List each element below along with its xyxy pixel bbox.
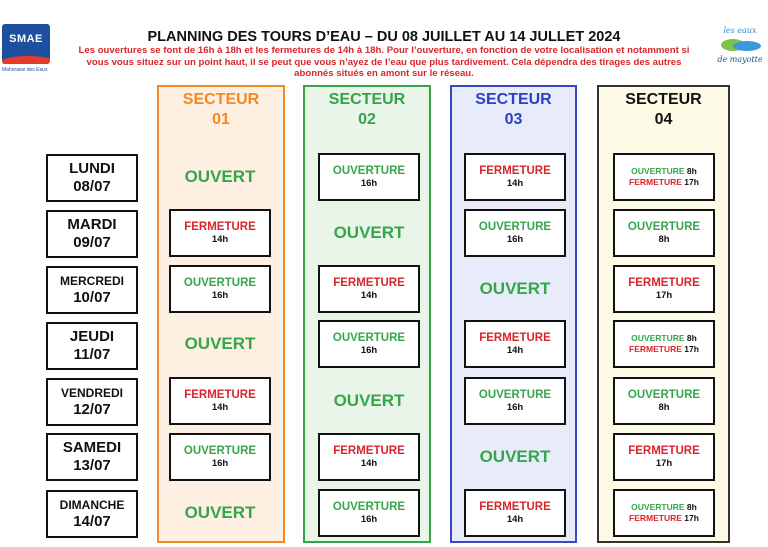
- cell-time: 17h: [655, 458, 673, 469]
- schedule-cell: [318, 320, 420, 368]
- schedule-cell: [464, 209, 566, 257]
- schedule-cell: [318, 265, 420, 313]
- island-icon: [717, 37, 763, 53]
- cell-time: 16h: [506, 402, 524, 413]
- day-name: JEUDI: [69, 328, 115, 345]
- cell-time: 14h: [506, 178, 524, 189]
- sector-number: 01: [212, 111, 230, 128]
- day-name: LUNDI: [69, 160, 115, 177]
- schedule-cell: [169, 433, 271, 481]
- schedule-cell: [464, 377, 566, 425]
- sector-label: SECTEUR: [475, 91, 552, 108]
- cell-action: FERMETURE: [479, 501, 551, 513]
- schedule-cell: [613, 265, 715, 313]
- day-date: 10/07: [73, 288, 111, 306]
- closing-time: FERMETURE 17h: [629, 513, 699, 523]
- schedule-cell: [169, 209, 271, 257]
- opening-time: OUVERTURE 8h: [631, 502, 697, 512]
- cell-action: OUVERTURE: [478, 389, 552, 401]
- cell-action: OUVERTURE: [332, 332, 406, 344]
- day-date: 09/07: [73, 234, 111, 251]
- closing-time: FERMETURE 17h: [629, 344, 699, 354]
- status-open: OUVERT: [184, 503, 256, 522]
- cell-time: 17h: [655, 290, 673, 301]
- day-name: MERCREDI: [59, 273, 124, 288]
- sector-03-header: [450, 90, 577, 130]
- day-label-jeudi: [46, 322, 138, 370]
- cell-action: OUVERTURE: [183, 277, 257, 289]
- day-name: DIMANCHE: [59, 497, 125, 512]
- cell-time: 8h: [658, 234, 670, 245]
- schedule-cell: [613, 209, 715, 257]
- cell-action: FERMETURE: [333, 277, 405, 289]
- sector-number: 03: [504, 111, 523, 128]
- sector-number: 02: [358, 111, 376, 128]
- schedule-cell: [613, 377, 715, 425]
- cell-time: 16h: [360, 514, 378, 525]
- cell-time: 14h: [360, 458, 378, 469]
- opening-time: OUVERTURE 8h: [631, 166, 697, 176]
- day-label-mercredi: [46, 266, 138, 314]
- sector-number: 04: [654, 111, 673, 128]
- day-date: 12/07: [73, 400, 111, 418]
- cell-time: 16h: [211, 290, 229, 301]
- cell-action: OUVERTURE: [478, 221, 552, 233]
- cell-time: 14h: [506, 514, 524, 525]
- status-open: OUVERT: [333, 223, 405, 242]
- day-date: 14/07: [73, 512, 111, 530]
- day-label-dimanche: [46, 490, 138, 538]
- cell-time: 16h: [506, 234, 524, 245]
- schedule-cell: [169, 265, 271, 313]
- day-label-mardi: [46, 210, 138, 258]
- smae-logo: [2, 24, 52, 80]
- wave-icon: [2, 56, 50, 64]
- status-open: OUVERT: [479, 279, 551, 298]
- status-open: OUVERT: [333, 391, 405, 410]
- closing-time: FERMETURE 17h: [629, 177, 699, 187]
- eaux-logo-bottom: de mayotte: [717, 55, 763, 64]
- page-subtitle: Les ouvertures se font de 16h à 18h et les fermetures de 14h à 18h. Pour l’ouverture, en fonction de votre localisation et notamment si vous vous situez sur un point haut, il se peut que vous n’ayez de l’eau que plus tardivement. Cela dépendra des tirages des autres abonnés situés en amont sur le réseau.: [78, 45, 690, 80]
- cell-action: OUVERTURE: [627, 221, 701, 233]
- day-label-vendredi: [46, 378, 138, 426]
- sector-01-header: [157, 90, 285, 130]
- day-date: 13/07: [73, 457, 111, 474]
- sector-label: SECTEUR: [625, 91, 702, 108]
- status-open: OUVERT: [184, 167, 256, 186]
- schedule-cell: [613, 489, 715, 537]
- smae-logo-caption: Mahoraise des Eaux: [2, 67, 48, 73]
- cell-time: 14h: [211, 234, 229, 245]
- cell-time: 16h: [211, 458, 229, 469]
- schedule-cell: [318, 153, 420, 201]
- sector-04-header: [597, 90, 730, 130]
- smae-logo-text: SMAE: [9, 33, 43, 45]
- smae-logo-mark: [2, 24, 50, 64]
- page-title: PLANNING DES TOURS D’EAU – DU 08 JUILLET AU 14 JULLET 2024: [147, 29, 621, 45]
- cell-action: FERMETURE: [184, 389, 256, 401]
- cell-action: FERMETURE: [479, 332, 551, 344]
- cell-time: 16h: [360, 345, 378, 356]
- day-name: VENDREDI: [60, 385, 123, 400]
- schedule-cell: [318, 489, 420, 537]
- cell-action: OUVERTURE: [332, 165, 406, 177]
- cell-action: FERMETURE: [184, 221, 256, 233]
- cell-time: 8h: [658, 402, 670, 413]
- day-date: 11/07: [73, 346, 111, 363]
- cell-action: FERMETURE: [628, 277, 700, 289]
- cell-action: OUVERTURE: [627, 389, 701, 401]
- schedule-cell: [613, 433, 715, 481]
- cell-action: OUVERTURE: [332, 501, 406, 513]
- cell-time: 14h: [506, 345, 524, 356]
- day-name: MARDI: [67, 216, 117, 233]
- status-open: OUVERT: [479, 447, 551, 466]
- cell-action: FERMETURE: [479, 165, 551, 177]
- cell-action: OUVERTURE: [183, 445, 257, 457]
- cell-time: 14h: [211, 402, 229, 413]
- eaux-mayotte-logo: [712, 26, 768, 76]
- day-name: SAMEDI: [62, 439, 122, 456]
- sector-label: SECTEUR: [182, 91, 260, 108]
- sector-label: SECTEUR: [328, 91, 406, 108]
- schedule-cell: [464, 489, 566, 537]
- eaux-logo-top: les eaux: [723, 26, 757, 35]
- cell-action: FERMETURE: [628, 445, 700, 457]
- opening-time: OUVERTURE 8h: [631, 333, 697, 343]
- day-label-lundi: [46, 154, 138, 202]
- sector-02-header: [303, 90, 431, 130]
- cell-time: 16h: [360, 178, 378, 189]
- day-label-samedi: [46, 433, 138, 481]
- status-open: OUVERT: [184, 334, 256, 353]
- schedule-cell: [464, 320, 566, 368]
- schedule-cell: [464, 153, 566, 201]
- schedule-cell: [318, 433, 420, 481]
- cell-action: FERMETURE: [333, 445, 405, 457]
- schedule-cell: [613, 320, 715, 368]
- cell-time: 14h: [360, 290, 378, 301]
- schedule-cell: [169, 377, 271, 425]
- schedule-cell: [613, 153, 715, 201]
- day-date: 08/07: [73, 178, 111, 195]
